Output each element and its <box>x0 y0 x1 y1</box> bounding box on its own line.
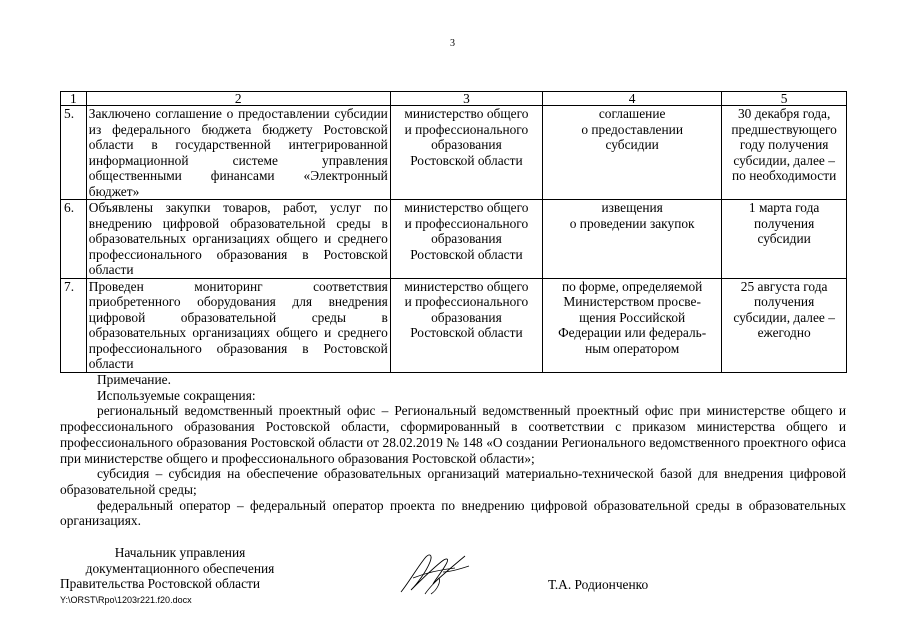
signer-title-line: документационного обеспечения <box>85 560 275 576</box>
table-row <box>61 200 847 279</box>
event-cell: Объявлены закупки товаров, работ, услуг по внедрению цифровой образовательной среды в образовательных организациях общего и среднего профессионального образования в Ростовской области <box>86 200 390 279</box>
handwritten-signature-icon <box>395 548 475 600</box>
header-cell: 3 <box>390 92 542 106</box>
header-cell: 2 <box>86 92 390 106</box>
deadline-cell: 30 декабря года, предшествующего году получения субсидии, далее – по необходимости <box>722 106 847 200</box>
deadline-cell: 25 августа года получения субсидии, далее – ежегодно <box>722 278 847 372</box>
signer-title-line: Правительства Ростовской области <box>60 576 261 592</box>
notes-section <box>60 372 846 529</box>
row-number: 5. <box>61 106 87 200</box>
responsible-cell: министерство общего и профессионального образования Ростовской области <box>390 200 542 279</box>
document-cell: по форме, определяемой Министерством просве- щения Российской Федерации или федераль- ным оператором <box>543 278 722 372</box>
document-cell: соглашение о предоставлении субсидии <box>543 106 722 200</box>
header-cell: 1 <box>61 92 87 106</box>
note-item: субсидия – субсидия на обеспечение образовательных организаций материально-технической базой для внедрения цифровой образовательной среды; <box>60 466 846 497</box>
row-number: 7. <box>61 278 87 372</box>
notes-heading: Примечание. <box>97 372 171 387</box>
table-row <box>61 106 847 200</box>
note-item: федеральный оператор – федеральный оператор проекта по внедрению цифровой образовательной среды в образовательных организациях. <box>60 497 846 529</box>
signer-title-line: Начальник управления <box>114 545 246 560</box>
deadline-cell: 1 марта года получения субсидии <box>722 200 847 279</box>
document-cell: извещения о проведении закупок <box>543 200 722 279</box>
event-cell: Заключено соглашение о предоставлении субсидии из федерального бюджета бюджету Ростовской области в государственной интегрированной информационной системе управления общественными финансами «Электронный бюджет» <box>86 106 390 200</box>
responsible-cell: министерство общего и профессионального образования Ростовской области <box>390 278 542 372</box>
signer-name: Т.А. Родионченко <box>548 577 649 592</box>
notes-subheading: Используемые сокращения: <box>97 387 256 403</box>
responsible-cell: министерство общего и профессионального образования Ростовской области <box>390 106 542 200</box>
file-path: Y:\ORST\Rpo\1203r221.f20.docx <box>60 595 192 605</box>
header-cell: 5 <box>722 92 847 106</box>
note-item: региональный ведомственный проектный офис – Региональный ведомственный проектный офис при министерстве общего и профессионального образования Ростовской области, сформированный в соответствии с приказом министерства общего и профессионального образования Ростовской области от 28.02.2019 № 148 «О создании Регионального ведомственного проектного офиса при министерстве общего и профессионального образования Ростовской области»; <box>60 403 846 466</box>
event-cell: Проведен мониторинг соответствия приобретенного оборудования для внедрения цифровой образовательной среды в образовательных организациях общего и среднего профессионального образования в Ростовской области <box>86 278 390 372</box>
table-row <box>61 278 847 372</box>
events-table <box>60 91 847 373</box>
header-cell: 4 <box>543 92 722 106</box>
page-number: 3 <box>450 38 455 49</box>
row-number: 6. <box>61 200 87 279</box>
table-header-row <box>61 92 847 106</box>
signer-title <box>60 545 300 592</box>
